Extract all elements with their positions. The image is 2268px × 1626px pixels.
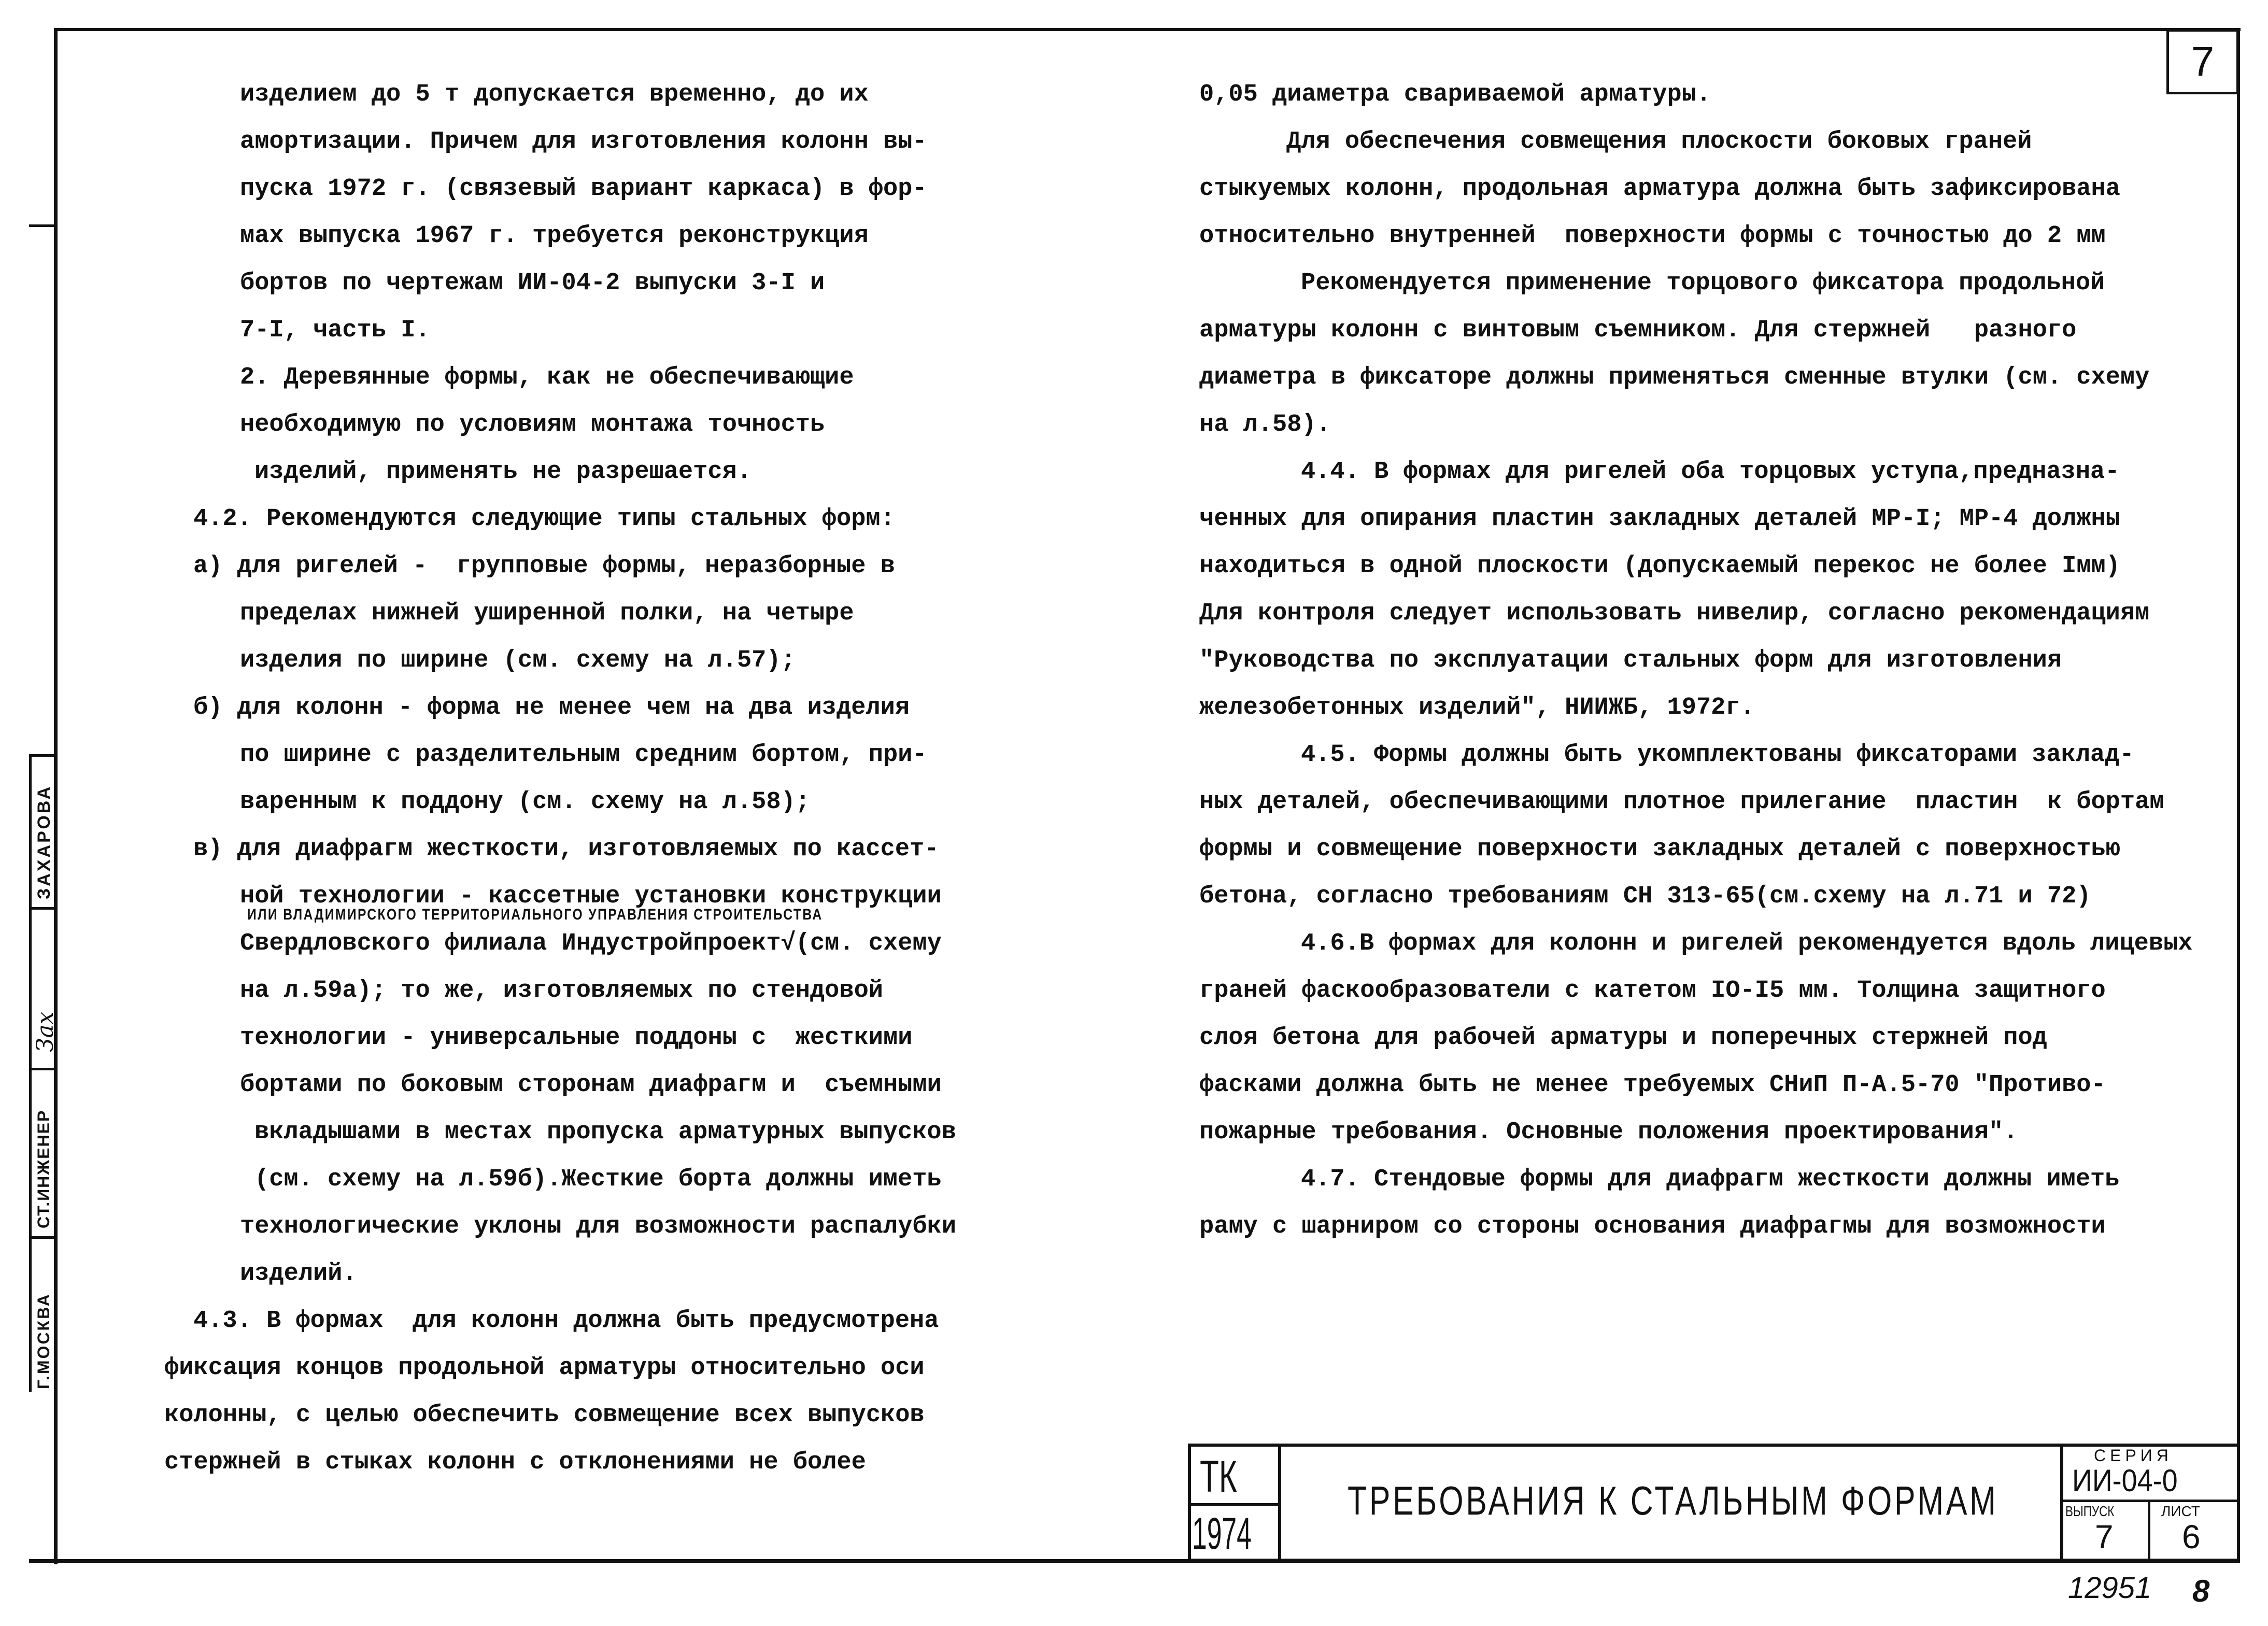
text-line: ной технологии - кассетные установки конструкции xyxy=(240,883,942,910)
text-line: по ширине с разделительным средним бортом, при- xyxy=(240,741,927,769)
text-line: (см. схему на л.59б).Жесткие борта должны иметь xyxy=(254,1166,942,1193)
text-line: 4.2. Рекомендуются следующие типы стальных форм: xyxy=(193,505,895,533)
stamp-city: Г.МОСКВА xyxy=(34,1293,53,1389)
text-line: 4.5. Формы должны быть укомплектованы фиксаторами заклад- xyxy=(1301,741,2134,769)
text-line: находиться в одной плоскости (допускаемый перекос не более Iмм) xyxy=(1199,553,2120,580)
text-line: технологии - универсальные поддоны с жесткими xyxy=(240,1024,913,1052)
handwritten-insert: ИЛИ ВЛАДИМИРСКОГО ТЕРРИТОРИАЛЬНОГО УПРАВЛЕНИЯ СТРОИТЕЛЬСТВА xyxy=(247,906,823,923)
text-line: фасками должна быть не менее требуемых СНиП П-А.5-70 "Противо- xyxy=(1199,1071,2106,1099)
text-line: бортами по боковым сторонам диафрагм и съемными xyxy=(240,1071,942,1099)
text-line: 4.4. В формах для ригелей оба торцовых уступа,предназна- xyxy=(1301,458,2120,486)
archive-number: 12951 xyxy=(2068,1571,2152,1605)
org-code: ТК xyxy=(1200,1452,1237,1502)
text-line: 2. Деревянные формы, как не обеспечивающие xyxy=(240,364,854,391)
sheet-label: ЛИСТ xyxy=(2161,1503,2200,1519)
text-line: мах выпуска 1967 г. требуется реконструкция xyxy=(240,222,869,250)
text-line: ченных для опирания пластин закладных деталей МР-I; МР-4 должны xyxy=(1199,505,2120,533)
text-line: пожарные требования. Основные положения проектирования". xyxy=(1199,1119,2018,1146)
text-line: Рекомендуется применение торцового фиксатора продольной xyxy=(1301,270,2105,297)
text-line: 0,05 диаметра свариваемой арматуры. xyxy=(1199,81,1711,108)
text-line: изделий. xyxy=(240,1260,357,1288)
text-line: 7-I, часть I. xyxy=(240,317,430,344)
issue-label: ВЫПУСК xyxy=(2065,1503,2115,1519)
text-line: 4.6.В формах для колонн и ригелей рекомендуется вдоль лицевых xyxy=(1301,930,2193,957)
text-line: железобетонных изделий", НИИЖБ, 1972г. xyxy=(1199,694,1755,722)
text-line: пуска 1972 г. (связевый вариант каркаса) в фор- xyxy=(240,175,927,203)
text-line: изделием до 5 т допускается временно, до их xyxy=(240,81,869,108)
text-line: колонны, с целью обеспечить совмещение всех выпусков xyxy=(164,1402,925,1429)
text-line: фиксация концов продольной арматуры относительно оси xyxy=(164,1354,925,1382)
text-line: варенным к поддону (см. схему на л.58); xyxy=(240,788,810,816)
stamp-signature: Зах xyxy=(32,1011,59,1052)
text-line: бетона, согласно требованиям СН 313-65(см.схему на л.71 и 72) xyxy=(1199,883,2091,910)
stamp-position: СТ.ИНЖЕНЕР xyxy=(34,1109,53,1228)
archive-page: 8 xyxy=(2192,1574,2210,1608)
frame-right-line xyxy=(2237,28,2240,1446)
text-line: ных деталей, обеспечивающими плотное прилегание пластин к бортам xyxy=(1199,788,2164,816)
text-line: Для обеспечения совмещения плоскости боковых граней xyxy=(1286,128,2032,155)
document-title: ТРЕБОВАНИЯ К СТАЛЬНЫМ ФОРМАМ xyxy=(1348,1478,1998,1523)
text-line: необходимую по условиям монтажа точность xyxy=(240,411,825,439)
sheet-value: 6 xyxy=(2182,1518,2201,1556)
stamp-name: ЗАХАРОВА xyxy=(34,784,54,899)
issue-value: 7 xyxy=(2095,1518,2114,1556)
text-line: в) для диафрагм жесткости, изготовляемых по кассет- xyxy=(193,836,939,863)
text-line: вкладышами в местах пропуска арматурных выпусков xyxy=(254,1119,956,1146)
text-line: стыкуемых колонн, продольная арматура должна быть зафиксирована xyxy=(1199,175,2120,203)
text-line: б) для колонн - форма не менее чем на два изделия xyxy=(193,694,910,722)
text-line: на л.59а); то же, изготовляемых по стендовой xyxy=(240,977,884,1005)
frame-top-line xyxy=(55,28,2241,31)
text-line: граней фаскообразователи с катетом IO-I5 мм. Толщина защитного xyxy=(1199,977,2106,1005)
text-line: пределах нижней уширенной полки, на четыре xyxy=(240,600,854,627)
text-line: амортизации. Причем для изготовления колонн вы- xyxy=(240,128,927,155)
right-column-text xyxy=(0,71,2192,1250)
text-line: изделий, применять не разрешается. xyxy=(254,458,752,486)
text-line: раму с шарниром со стороны основания диафрагмы для возможности xyxy=(1199,1213,2106,1240)
text-line: относительно внутренней поверхности формы с точностью до 2 мм xyxy=(1199,222,2106,250)
text-line: диаметра в фиксаторе должны применяться сменные втулки (см. схему xyxy=(1199,364,2150,391)
text-line: на л.58). xyxy=(1199,411,1331,439)
text-line: 4.3. В формах для колонн должна быть предусмотрена xyxy=(193,1307,939,1335)
text-line: Свердловского филиала Индустройпроект√(см. схему xyxy=(240,930,942,957)
text-line: стержней в стыках колонн с отклонениями не более xyxy=(164,1449,866,1476)
text-line: технологические уклоны для возможности распалубки xyxy=(240,1213,957,1240)
text-line: слоя бетона для рабочей арматуры и поперечных стержней под xyxy=(1199,1024,2047,1052)
text-line: изделия по ширине (см. схему на л.57); xyxy=(240,647,796,674)
text-line: формы и совмещение поверхности закладных деталей с поверхностью xyxy=(1199,836,2120,863)
text-line: Для контроля следует использовать нивелир, согласно рекомендациям xyxy=(1199,600,2150,627)
text-line: арматуры колонн с винтовым съемником. Для стержней разного xyxy=(1199,317,2077,344)
text-line: "Руководства по эксплуатации стальных форм для изготовления xyxy=(1199,647,2062,674)
year: 1974 xyxy=(1192,1509,1252,1559)
text-line: 4.7. Стендовые формы для диафрагм жесткости должны иметь xyxy=(1301,1166,2120,1193)
series-value: ИИ-04-0 xyxy=(2072,1463,2178,1498)
series-label: СЕРИЯ xyxy=(2094,1446,2173,1465)
text-line: бортов по чертежам ИИ-04-2 выпуски 3-I и xyxy=(240,270,825,297)
sheet-number: 7 xyxy=(2191,38,2215,84)
text-line: а) для ригелей - групповые формы, неразборные в xyxy=(193,553,895,580)
